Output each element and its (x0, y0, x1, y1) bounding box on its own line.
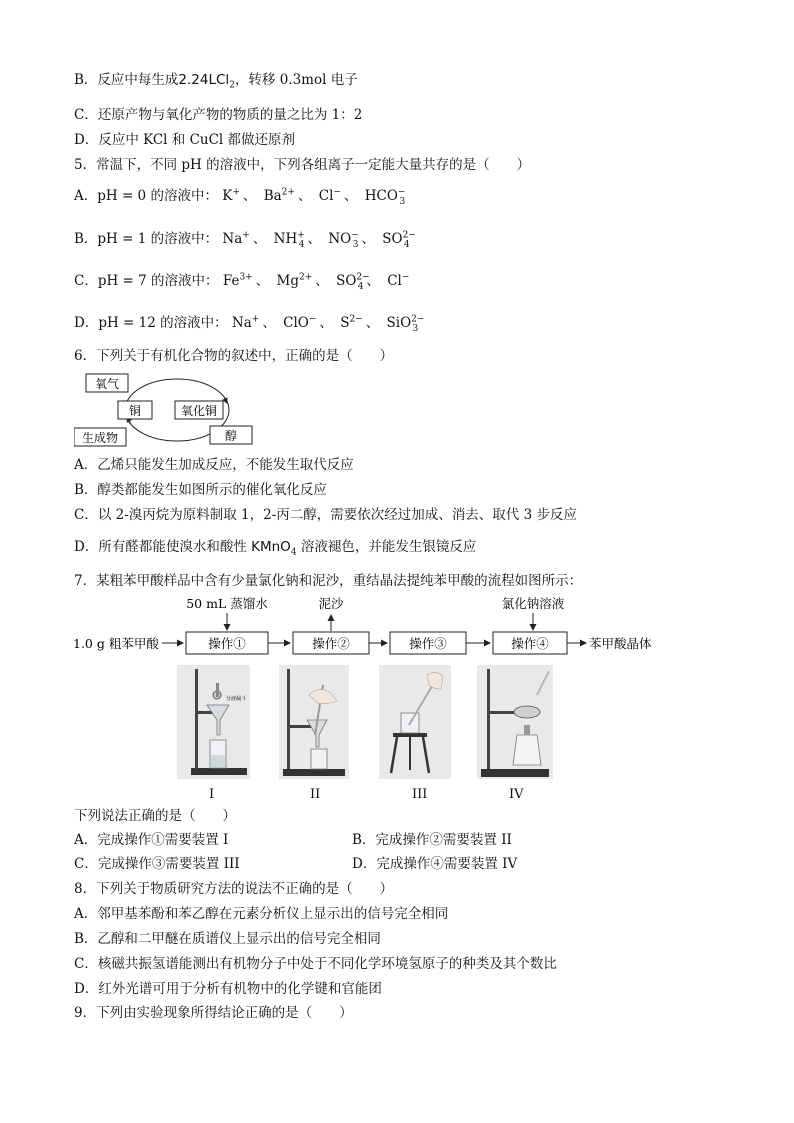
q5-option-a: A．pH = 0 的溶液中： K+ 、 $Ba^{2+}$ 、 Cl− 、 $HCO^-_3$ (74, 187, 406, 207)
q7-option-c: C．完成操作③需要装置 III (74, 856, 240, 872)
ion: SiO$^{2-}_3$ (386, 314, 425, 334)
ion: K+ (222, 187, 240, 204)
product-label: 生成物 (81, 431, 119, 445)
op3-label: 操作③ (409, 636, 447, 651)
ion: ClO− (283, 314, 317, 331)
q4-option-b (74, 71, 358, 89)
q7-option-d: D．完成操作④需要装置 IV (352, 856, 518, 872)
q6-option-c: C．以 2-溴丙烷为原料制取 1，2-丙二醇，需要依次经过加成、消去、取代 3 步反应 (74, 507, 577, 523)
copper-label: 铜 (128, 404, 142, 418)
q4-option-b-formula: 2.24LCl (178, 72, 230, 88)
ion: $SO^{2-}_4$ (336, 272, 370, 292)
q8-option-b: B．乙醇和二甲醚在质谱仪上显示出的信号完全相同 (74, 931, 381, 947)
alcohol-label: 醇 (224, 429, 238, 443)
apparatus-photo-2 (279, 665, 349, 779)
ion: $SO^{2-}_4$ (382, 230, 416, 250)
q5-option-d: D．pH = 12 的溶液中： Na+ 、 ClO− 、 $S^{2-}$ 、 SiO$^{2-}_3$ (74, 314, 425, 334)
q5-option-c-prefix: C．pH = 7 的溶液中： (74, 273, 219, 289)
apparatus-label-3: III (412, 787, 428, 802)
q8-stem: 8．下列关于物质研究方法的说法不正确的是（ ） (74, 881, 394, 897)
q6-option-d: D．所有醛都能使溴水和酸性 KMnO$_4$ 溶液褪色，并能发生银镜反应 (74, 539, 477, 558)
q6-option-a: A．乙烯只能发生加成反应，不能发生取代反应 (74, 457, 354, 473)
flow-end-label: 苯甲酸晶体 (589, 636, 652, 651)
q5-option-d-prefix: D．pH = 12 的溶液中： (74, 315, 228, 331)
q7-flow-diagram (70, 596, 670, 658)
q8-option-c: C．核磁共振氢谱能测出有机物分子中处于不同化学环境氢原子的种类及其个数比 (74, 956, 557, 972)
q8-option-a: A．邻甲基苯酚和苯乙醇在元素分析仪上显示出的信号完全相同 (74, 906, 449, 922)
ion: $HCO^-_3$ (364, 187, 406, 207)
q6-cycle-diagram (74, 372, 259, 448)
q6-option-b: B．醇类都能发生如图所示的催化氧化反应 (74, 482, 327, 498)
apparatus-label-4: IV (509, 787, 524, 802)
apparatus-photo-3 (379, 665, 451, 779)
q7-option-a: A．完成操作①需要装置 I (74, 832, 229, 848)
ion: Cl− (387, 272, 410, 289)
q4-option-d: D．反应中 KCl 和 CuCl 都做还原剂 (74, 132, 296, 148)
apparatus-photo-1 (177, 665, 250, 779)
q5-option-b: B．pH = 1 的溶液中： Na+ 、 $NH^+_4$ 、 $NO^-_3$ 、 $SO^{2-}_4$ (74, 230, 416, 250)
q4-option-b-prefix: B．反应中每生成 (74, 72, 179, 88)
q5-option-c: C．pH = 7 的溶液中： $Fe^{3+}$ 、 $Mg^{2+}$ 、 $SO^{2-}_4$ 、 Cl− (74, 272, 410, 292)
apparatus-label-1: I (209, 787, 215, 802)
ion: Na+ (231, 314, 260, 331)
ion: $S^{2-}$ (340, 314, 363, 331)
q7-stem: 7．某粗苯甲酸样品中含有少量氯化钠和泥沙，重结晶法提纯苯甲酸的流程如图所示： (74, 573, 583, 589)
flow-sand-label: 泥沙 (318, 596, 344, 611)
funnel-label: 分液漏斗 (225, 696, 247, 702)
ion: $Mg^{2+}$ (276, 272, 313, 289)
ion: $NH^+_4$ (273, 230, 305, 250)
ion: Na+ (222, 230, 250, 247)
q5-option-a-prefix: A．pH = 0 的溶液中： (74, 188, 218, 204)
q7-question: 下列说法正确的是（ ） (74, 808, 236, 824)
q9-stem: 9．下列由实验现象所得结论正确的是（ ） (74, 1005, 353, 1021)
q4-option-c: C．还原产物与氧化产物的物质的量之比为 1：2 (74, 107, 363, 123)
flow-start-label: 1.0 g 粗苯甲酸 (73, 636, 159, 651)
q6-stem: 6．下列关于有机化合物的叙述中，正确的是（ ） (74, 348, 394, 364)
apparatus-label-2: II (310, 787, 321, 802)
op4-label: 操作④ (511, 636, 549, 651)
ion: Cl− (318, 187, 341, 204)
flow-water-label: 50 mL 蒸馏水 (186, 596, 268, 611)
q7-option-b: B．完成操作②需要装置 II (352, 832, 512, 848)
q4-option-b-suffix: ，转移 0.3mol 电子 (234, 72, 358, 88)
q5-stem: 5．常温下，不同 pH 的溶液中，下列各组离子一定能大量共存的是（ ） (74, 157, 531, 173)
flow-nacl-label: 氯化钠溶液 (501, 596, 565, 611)
apparatus-photo-4 (477, 665, 553, 779)
ion: $Fe^{3+}$ (222, 272, 253, 289)
ion: $NO^-_3$ (328, 230, 359, 250)
copper-oxide-label: 氧化铜 (180, 404, 218, 418)
q4-option-b-formula-sub: 2 (229, 80, 235, 91)
op1-label: 操作① (208, 636, 246, 651)
op2-label: 操作② (312, 636, 350, 651)
q5-option-b-prefix: B．pH = 1 的溶液中： (74, 231, 219, 247)
ion: $Ba^{2+}$ (263, 187, 295, 204)
q8-option-d: D．红外光谱可用于分析有机物中的化学键和官能团 (74, 981, 382, 997)
oxygen-label: 氧气 (94, 377, 120, 391)
